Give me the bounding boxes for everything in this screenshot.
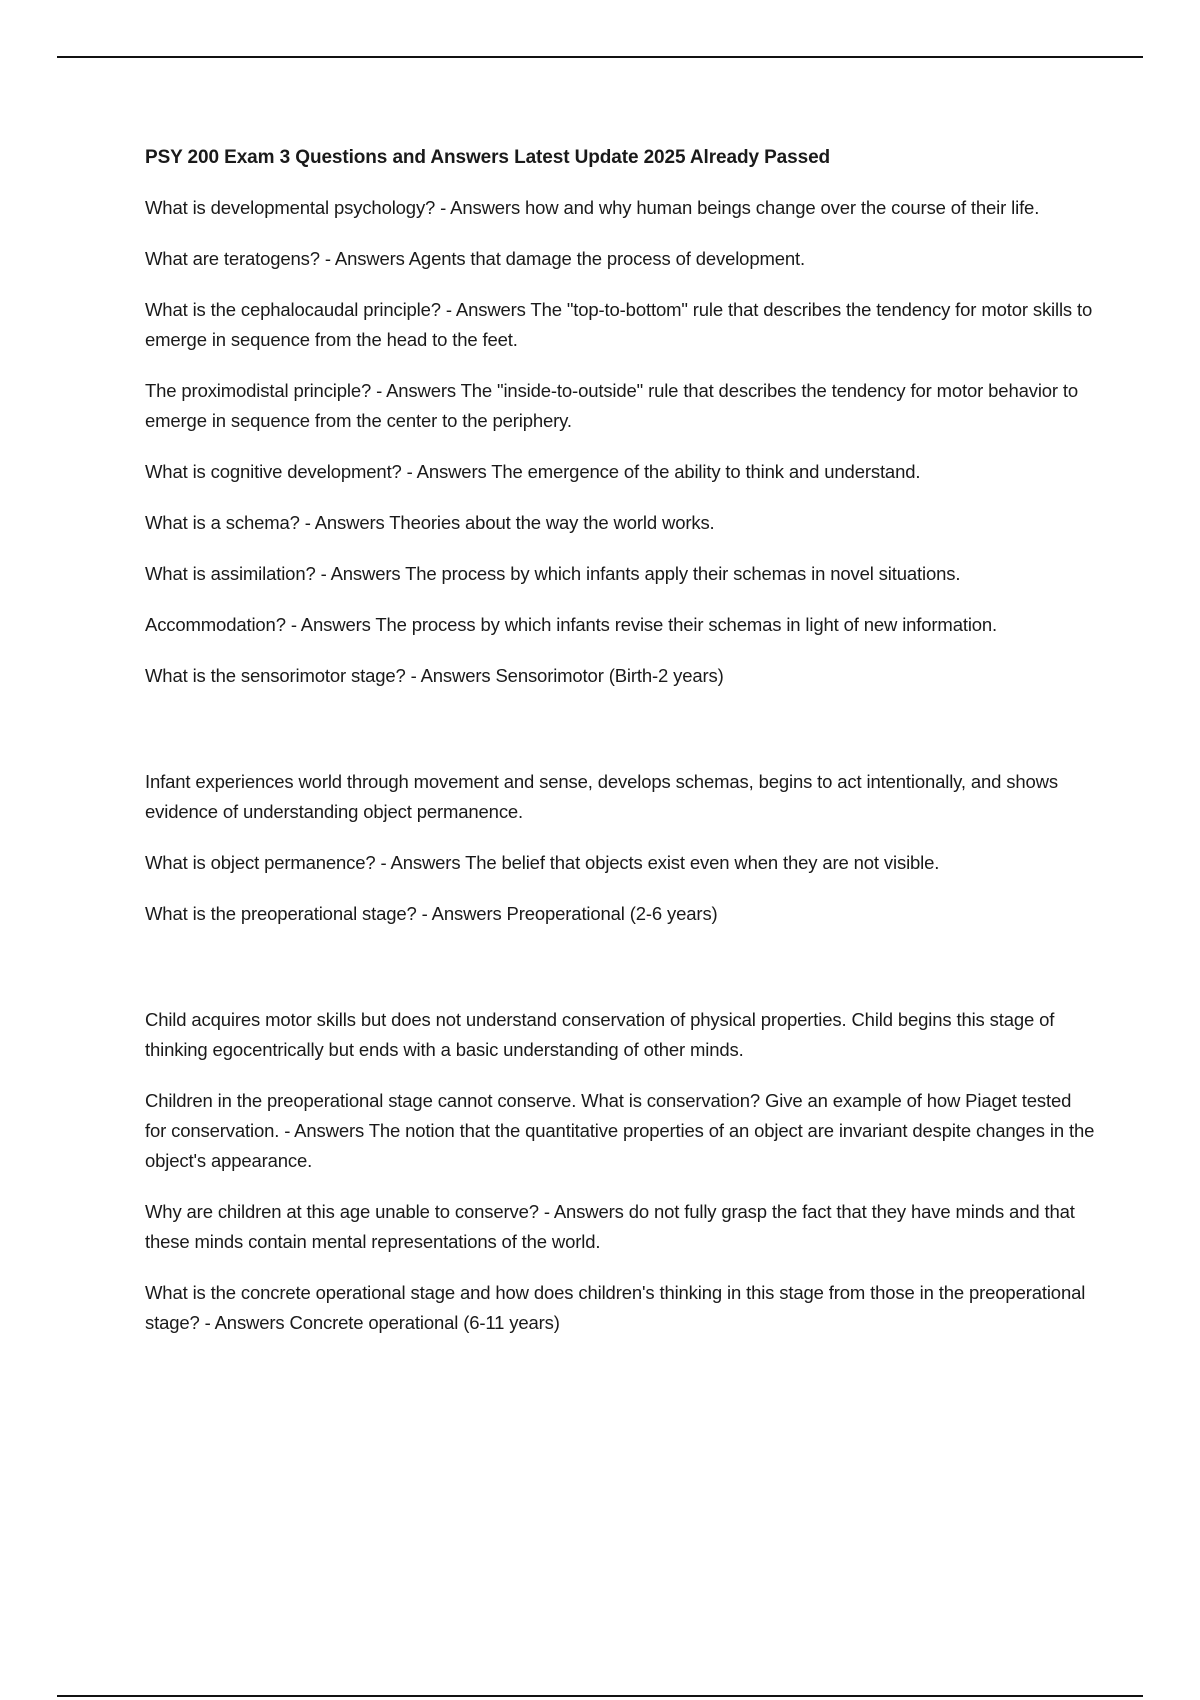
qa-cognitive-development: What is cognitive development? - Answers The emergence of the ability to think and understand. — [145, 461, 921, 482]
document-body — [145, 145, 1095, 1359]
paragraph-gap — [145, 950, 1095, 1005]
footer-rule — [57, 1695, 1143, 1697]
preoperational-description: Child acquires motor skills but does not understand conservation of physical properties. Child begins this stage of thinking egocentrically but ends with a basic understanding of other minds. — [145, 1009, 1055, 1060]
document-title: PSY 200 Exam 3 Questions and Answers Latest Update 2025 Already Passed — [145, 147, 831, 168]
qa-teratogens: What are teratogens? - Answers Agents that damage the process of development. — [145, 248, 805, 269]
qa-accommodation: Accommodation? - Answers The process by which infants revise their schemas in light of new information. — [145, 614, 998, 635]
qa-schema: What is a schema? - Answers Theories about the way the world works. — [145, 512, 715, 533]
sensorimotor-description: Infant experiences world through movement and sense, develops schemas, begins to act intentionally, and shows evidence of understanding object permanence. — [145, 771, 1058, 822]
qa-unable-to-conserve: Why are children at this age unable to conserve? - Answers do not fully grasp the fact that they have minds and that these minds contain mental representations of the world. — [145, 1201, 1075, 1252]
qa-sensorimotor-stage: What is the sensorimotor stage? - Answers Sensorimotor (Birth-2 years) — [145, 665, 724, 686]
header-rule — [57, 56, 1143, 58]
qa-concrete-operational-stage: What is the concrete operational stage and how does children's thinking in this stage from those in the preoperational stage? - Answers Concrete operational (6-11 years) — [145, 1282, 1086, 1333]
qa-developmental-psychology: What is developmental psychology? - Answers how and why human beings change over the course of their life. — [145, 197, 1040, 218]
qa-object-permanence: What is object permanence? - Answers The belief that objects exist even when they are not visible. — [145, 852, 940, 873]
qa-conservation: Children in the preoperational stage cannot conserve. What is conservation? Give an example of how Piaget tested for conservation. - Answers The notion that the quantitative properties of an object are invariant despite changes in the object's appearance. — [145, 1090, 1095, 1171]
qa-cephalocaudal-principle: What is the cephalocaudal principle? - Answers The "top-to-bottom" rule that describes the tendency for motor skills to emerge in sequence from the head to the feet. — [145, 299, 1093, 350]
qa-preoperational-stage: What is the preoperational stage? - Answers Preoperational (2-6 years) — [145, 903, 718, 924]
qa-assimilation: What is assimilation? - Answers The process by which infants apply their schemas in novel situations. — [145, 563, 961, 584]
paragraph-gap — [145, 712, 1095, 767]
qa-proximodistal-principle: The proximodistal principle? - Answers The "inside-to-outside" rule that describes the tendency for motor behavior to emerge in sequence from the center to the periphery. — [145, 380, 1079, 431]
